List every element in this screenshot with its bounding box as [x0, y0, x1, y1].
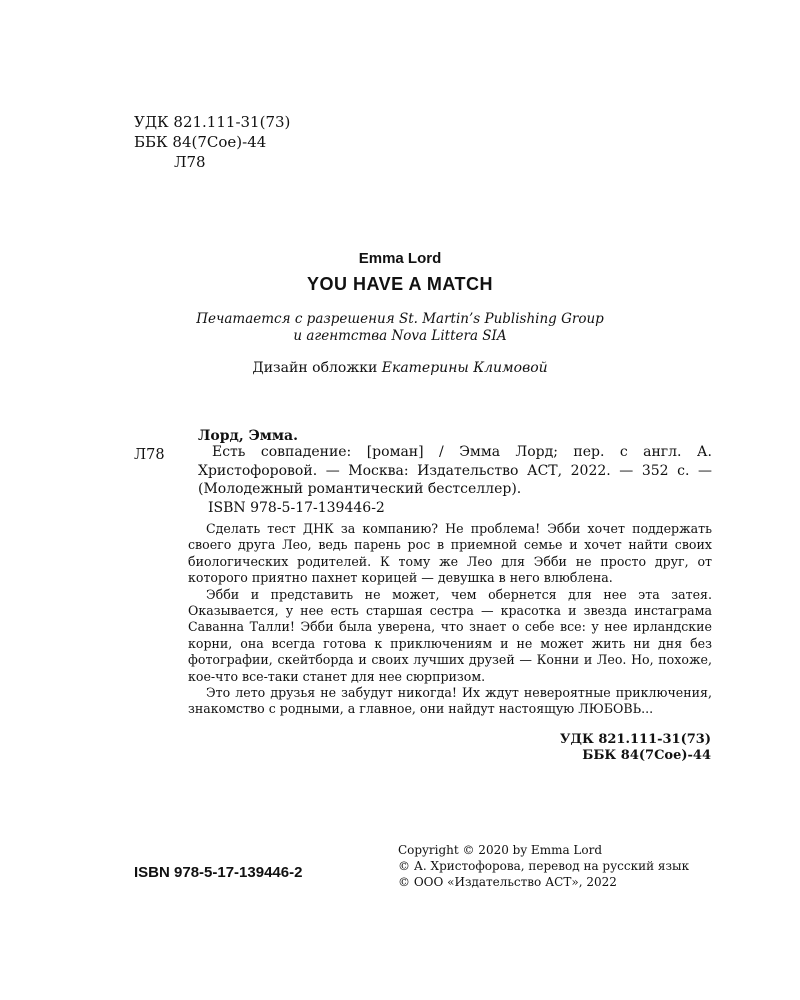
- permission-line-1: Печатается с разрешения St. Martin’s Publishing Group: [196, 311, 604, 327]
- annotation-paragraph: Это лето друзья не забудут никогда! Их ждут невероятные приключения, знакомство с родными, а главное, они найдут настоящую ЛЮБОВЬ...: [188, 685, 712, 717]
- catalog-code: Л78: [134, 447, 165, 463]
- author-name-en: Emma Lord: [358, 250, 442, 267]
- annotation: [188, 521, 712, 718]
- bbk-code-bottom: ББК 84(7Сое)-44: [582, 748, 711, 763]
- udk-code-bottom: УДК 821.111-31(73): [559, 732, 711, 747]
- catalog-description-text: Есть совпадение: [роман] / Эмма Лорд; пер. с англ. А. Христофоровой. — Москва: Издательство АСТ, 2022. — 352 с. — (Молодежный романтический бестселлер).: [198, 444, 712, 497]
- isbn-bottom: ISBN 978-5-17-139446-2: [134, 864, 303, 881]
- bbk-code: ББК 84(7Сое)-44: [134, 133, 267, 151]
- udk-block-top: [134, 112, 290, 172]
- cover-designer-name: Екатерины Климовой: [381, 360, 548, 376]
- copyright-line-3: © ООО «Издательство АСТ», 2022: [398, 875, 617, 889]
- catalog-description: [198, 443, 712, 499]
- permission-note: [0, 311, 800, 345]
- book-title-en: YOU HAVE A MATCH: [307, 274, 493, 294]
- copyright-line-1: Copyright © 2020 by Emma Lord: [398, 843, 603, 857]
- cover-design-credit: [0, 360, 800, 376]
- copyright-block: [398, 842, 689, 890]
- permission-line-2: и агентства Nova Littera SIA: [293, 328, 507, 344]
- udk-code: УДК 821.111-31(73): [134, 113, 291, 131]
- annotation-paragraph: Эбби и представить не может, чем обернется для нее эта затея. Оказывается, у нее есть старшая сестра — красотка и звезда инстаграма Саванна Талли! Эбби была уверена, что знает о себе все: у нее ирландские корни, она всегда готова к приключениям и не может жить ни дня без фотографии, скейтборда и своих лучших друзей — Конни и Лео. Но, похоже, кое-что все-таки станет для нее сюрпризом.: [188, 586, 712, 684]
- catalog-author: Лорд, Эмма.: [198, 428, 298, 444]
- annotation-paragraph: Сделать тест ДНК за компанию? Не проблема! Эбби хочет поддержать своего друга Лео, ведь парень рос в приемной семье и хочет найти своих биологических родителей. К тому же Лео для Эбби не просто друг, от которого приятно пахнет корицей — девушка в него влюблена.: [188, 521, 712, 586]
- copyright-line-2: © А. Христофорова, перевод на русский язык: [398, 859, 690, 873]
- catalog-isbn: ISBN 978-5-17-139446-2: [208, 500, 385, 516]
- cover-design-prefix: Дизайн обложки: [252, 360, 382, 376]
- udk-block-bottom: [545, 732, 711, 764]
- author-sign-code: Л78: [174, 153, 206, 171]
